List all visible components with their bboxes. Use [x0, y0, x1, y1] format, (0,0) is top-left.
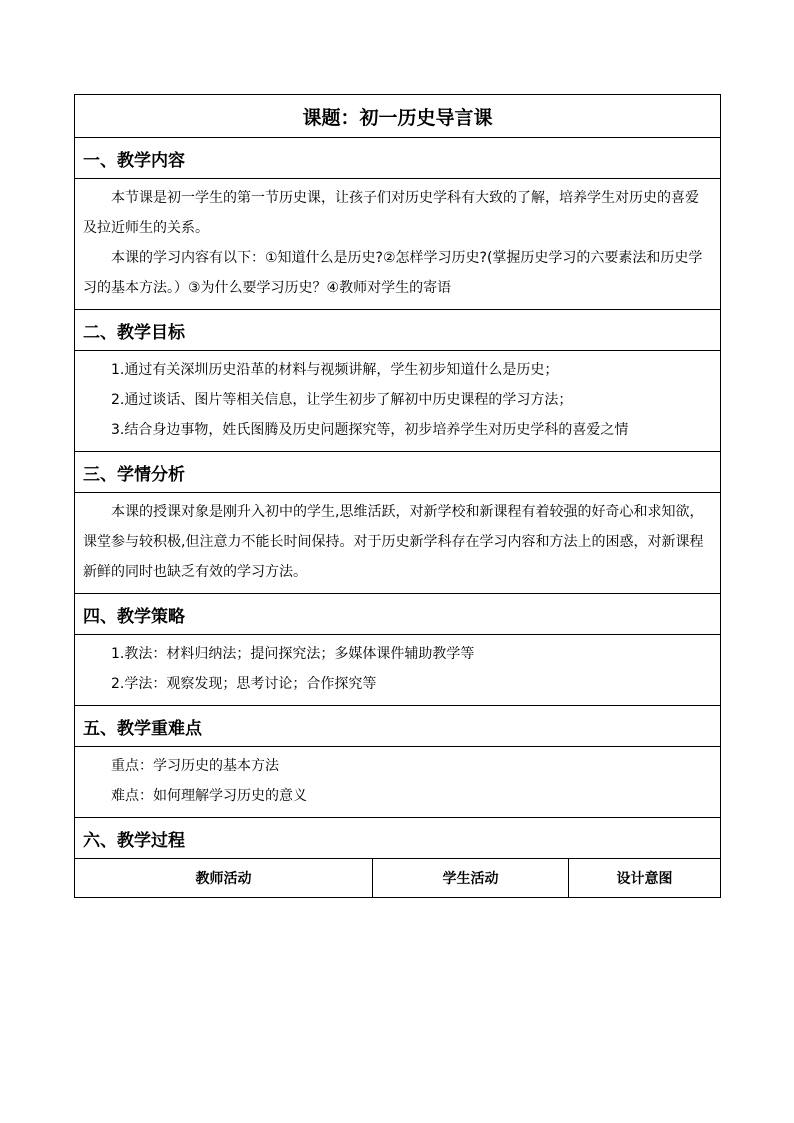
keypoint-item: 重点：学习历史的基本方法: [111, 758, 279, 774]
content-paragraph: 本节课是初一学生的第一节历史课，让孩子们对历史学科有大致的了解，培养学生对历史的喜爱及拉近师生的关系。: [83, 190, 699, 236]
column-header-student: 学生活动: [373, 859, 569, 898]
section-heading-content: 一、教学内容: [75, 138, 721, 179]
strategy-item: 1.教法：材料归纳法；提问探究法；多媒体课件辅助教学等: [111, 646, 475, 662]
section-heading-strategy: 四、教学策略: [75, 594, 721, 635]
lesson-title: 课题：初一历史导言课: [75, 95, 721, 138]
keypoint-item: 难点：如何理解学习历史的意义: [111, 788, 307, 804]
lesson-plan-document: [74, 94, 720, 898]
lesson-plan-table: [74, 94, 721, 898]
section-heading-process: 六、教学过程: [75, 818, 721, 859]
column-header-teacher: 教师活动: [75, 859, 373, 898]
section-body-strategy: [75, 635, 721, 706]
column-header-intent: 设计意图: [569, 859, 721, 898]
section-body-goals: [75, 351, 721, 452]
goal-item: 2.通过谈话、图片等相关信息，让学生初步了解初中历史课程的学习方法；: [111, 392, 573, 408]
analysis-paragraph: 本课的授课对象是刚升入初中的学生,思维活跃，对新学校和新课程有着较强的好奇心和求知欲，课堂参与较积极,但注意力不能长时间保持。对于历史新学科存在学习内容和方法上的困惑，对新课程新鲜的同时也缺乏有效的学习方法。: [83, 504, 704, 580]
section-body-analysis: [75, 493, 721, 594]
strategy-item: 2.学法：观察发现；思考讨论；合作探究等: [111, 676, 377, 692]
section-body-content: [75, 179, 721, 310]
section-body-keypoints: [75, 747, 721, 818]
goal-item: 3.结合身边事物，姓氏图腾及历史问题探究等，初步培养学生对历史学科的喜爱之情: [111, 422, 629, 438]
goal-item: 1.通过有关深圳历史沿革的材料与视频讲解，学生初步知道什么是历史；: [111, 362, 559, 378]
section-heading-keypoints: 五、教学重难点: [75, 706, 721, 747]
section-heading-analysis: 三、学情分析: [75, 452, 721, 493]
section-heading-goals: 二、教学目标: [75, 310, 721, 351]
content-paragraph: 本课的学习内容有以下：①知道什么是历史?②怎样学习历史?(掌握历史学习的六要素法和历史学习的基本方法。）③为什么要学习历史？④教师对学生的寄语: [83, 250, 703, 296]
